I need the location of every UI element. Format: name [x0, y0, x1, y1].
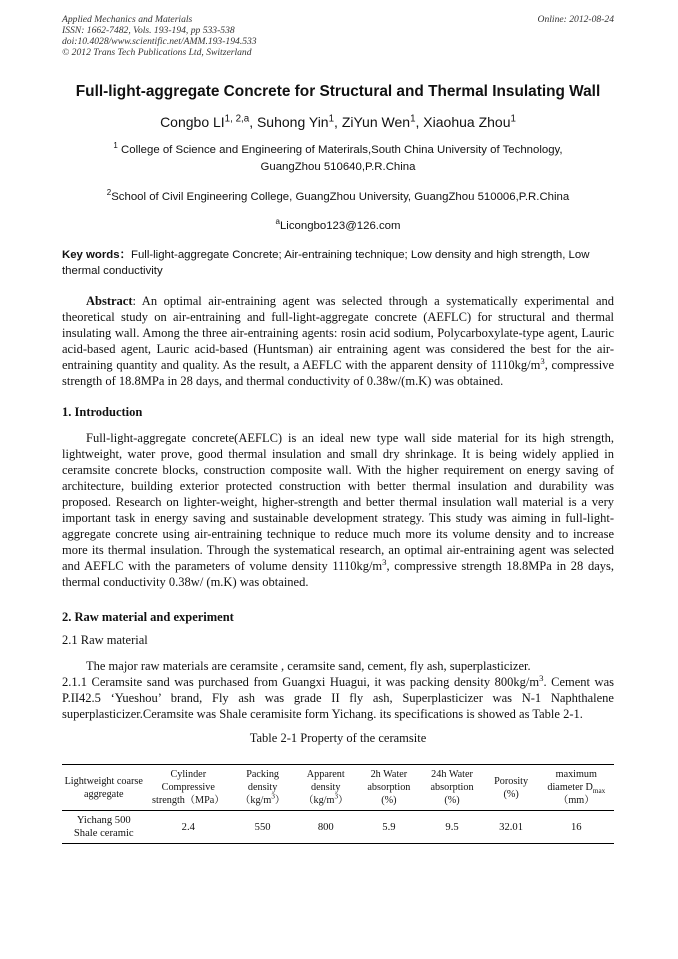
section-heading-raw-material: 2. Raw material and experiment — [62, 610, 234, 624]
keywords-text: Full-light-aggregate Concrete; Air-entraining technique; Low density and high strength, Low thermal conductivity — [62, 249, 590, 277]
table-cell: 550 — [231, 811, 294, 844]
ceramsite-property-table — [62, 764, 614, 844]
online-date: Online: 2012-08-24 — [537, 14, 614, 25]
introduction-paragraph: Full-light-aggregate concrete(AEFLC) is an ideal new type wall side material for its high strength, lightweight, water prove, good thermal insulation and small dry shrinkage. It is being widely applied in ceramsite concrete blocks, construction composite wall. With the higher requirement on energy saving of architecture, building exterior protected construction with better thermal insulation and durability was proposed. Research on lighter-weight, higher-strength and better thermal insulation wall material is a very important task in energy saving and sustainable development strategy. This study was aiming in full-light-aggregate concrete using air-entraining technique to reduce much more its volume density and to increase more its thermal insulation. Through the systematical research, an optimal air-entraining agent was selected and AEFLC with the parameters of volume density $1110kg/m^3$, compressive strength 18.8MPa in 28 days, thermal conductivity 0.38w/ (m.K) was obtained. — [62, 431, 614, 589]
table-header-cell: 24h Water absorption (%) — [420, 765, 483, 811]
raw-material-paragraph: The major raw materials are ceramsite , ceramsite sand, cement, fly ash, superplasticizer. — [86, 659, 531, 673]
table-cell: 800 — [294, 811, 357, 844]
paper-page — [62, 14, 614, 844]
issn-line: ISSN: 1662-7482, Vols. 193-194, pp 533-538 — [62, 25, 235, 36]
table-cell: Yichang 500 Shale ceramic — [62, 811, 146, 844]
table-header-cell: maximum diameter $D_{max}(mm)$ — [539, 765, 614, 811]
abstract: Abstract: An optimal air-entraining agent was selected through a systematically experimental and theoretical study on air-entraining and full-light-aggregate concrete (AEFLC) for structural and thermal insulating wall. Among the three air-entraining agents: rosin acid sodium, Polycarboxylate-type agent, Lauric acid-based agent, Lauric acid-based (Huntsman) air entraining agent was considered the best for the air-entraining quantity and quality. As the result, a AEFLC with the apparent density of $1110kg/m^3$, compressive strength of 18.8MPa in 28 days, and thermal conductivity of 0.38w/(m.K) was obtained. — [62, 294, 615, 388]
affiliation-2: $^2$School of Civil Engineering College, GuangZhou University, GuangZhou 510006,P.R.China — [106, 188, 570, 203]
table-header-cell: Apparent density $(kg/m^3)$ — [294, 765, 357, 811]
author: Suhong Yin$^1$, — [256, 113, 342, 130]
affiliation-1: $^1$ College of Science and Engineering of Materirals,South China University of Technology, GuangZhou 510640,P.R.China — [113, 141, 563, 173]
table-row — [62, 811, 614, 844]
author: Xiaohua Zhou$^1$ — [423, 113, 516, 130]
author: ZiYun Wen$^1$, — [341, 113, 424, 130]
table-cell: 9.5 — [420, 811, 483, 844]
table-header-cell: 2h Water absorption (%) — [357, 765, 420, 811]
table-cell: 16 — [539, 811, 614, 844]
journal-header — [62, 14, 614, 58]
table-cell: 5.9 — [357, 811, 420, 844]
keywords — [62, 247, 614, 279]
table-cell: 32.01 — [484, 811, 539, 844]
paper-title: Full-light-aggregate Concrete for Structural and Thermal Insulating Wall — [75, 83, 601, 100]
author-list — [62, 114, 614, 130]
table-header-cell: Cylinder Compressive strength（MPa） — [146, 765, 232, 811]
table-header-cell: Porosity (%) — [484, 765, 539, 811]
table-header-cell: Packing density $(kg/m^3)$ — [231, 765, 294, 811]
table-header-cell: Lightweight coarse aggregate — [62, 765, 146, 811]
subsection-heading: 2.1 Raw material — [62, 633, 148, 647]
keywords-label: Key words： — [62, 249, 131, 261]
table-cell: 2.4 — [146, 811, 232, 844]
section-heading-introduction: 1. Introduction — [62, 405, 143, 419]
author: Congbo LI$^{1, 2,a}$, — [160, 113, 257, 130]
copyright-line: © 2012 Trans Tech Publications Ltd, Switzerland — [62, 47, 252, 58]
abstract-label: Abstract — [86, 294, 133, 308]
table-header-row — [62, 765, 614, 811]
author-email[interactable]: $^a$Licongbo123@126.com — [275, 217, 401, 232]
doi-line[interactable]: doi:10.4028/www.scientific.net/AMM.193-194.533 — [62, 36, 257, 47]
table-caption: Table 2-1 Property of the ceramsite — [249, 731, 427, 745]
ceramsite-paragraph: 2.1.1 Ceramsite sand was purchased from Guangxi Huagui, it was packing density $800kg/m^3$. Cement was P.II42.5 ‘Yueshou’ brand, Fly ash was grade II fly ash, Superplasticizer was N-1 Naphthalene superplasticizer.Ceramsite was Shale ceramisite form Yichang. its specifications is showed as Table 2-1. — [62, 672, 614, 721]
journal-name: Applied Mechanics and Materials — [62, 14, 193, 25]
